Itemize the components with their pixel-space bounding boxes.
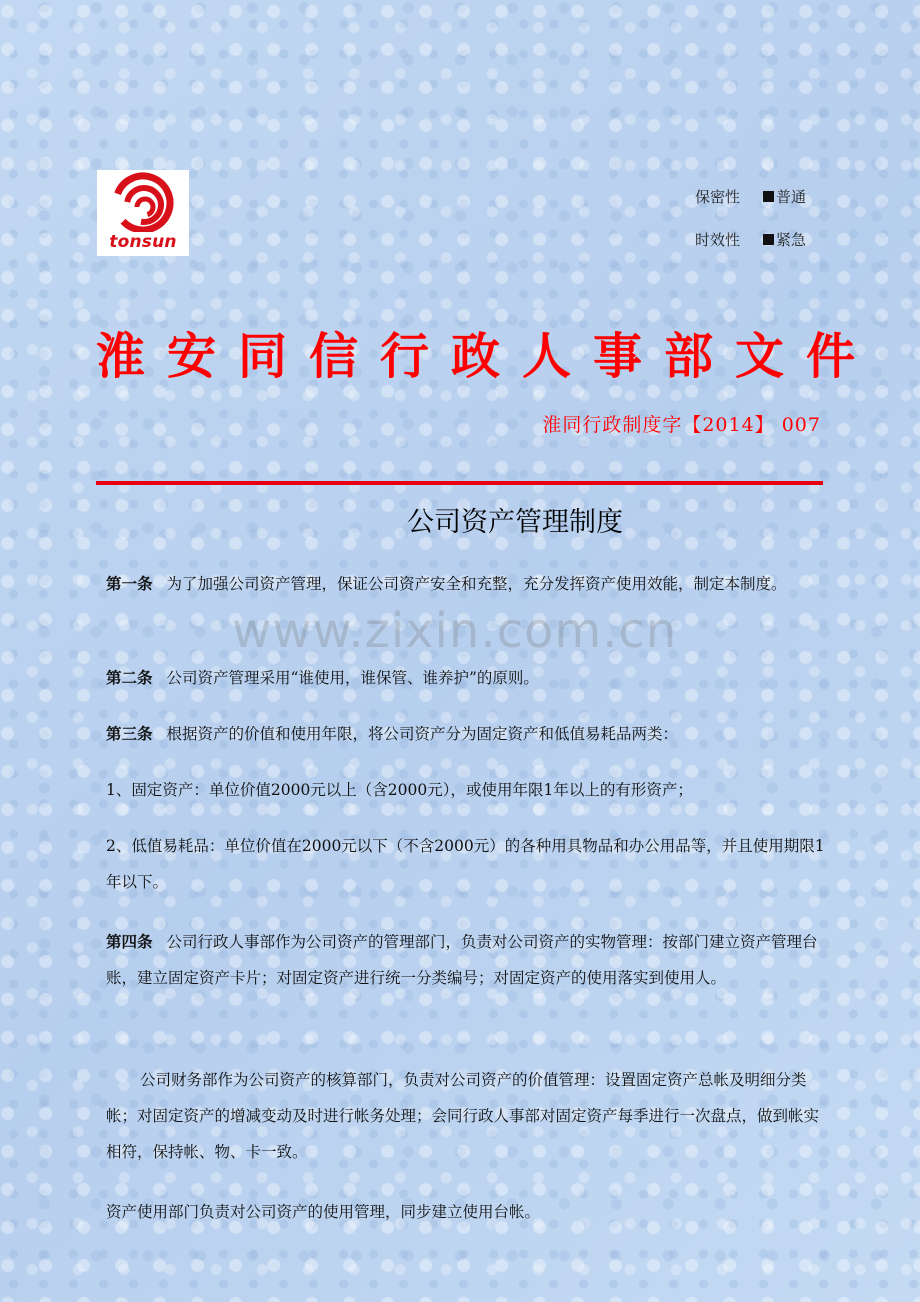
article-heading: 第一条: [106, 574, 153, 593]
finance-dept-paragraph: [106, 1062, 831, 1170]
confidentiality-value: 普通: [776, 188, 807, 206]
logo-text: tonsun: [109, 232, 177, 252]
paragraph-text: 公司财务部作为公司资产的核算部门，负责对公司资产的价值管理：设置固定资产总帐及明细分类帐；对固定资产的增减变动及时进行帐务处理；会同行政人事部对固定资产每季进行一次盘点，做到帐实相符，保持帐、物、卡一致。: [106, 1071, 820, 1161]
article-1: [106, 566, 831, 602]
timeliness-row: [695, 229, 806, 250]
red-divider: [96, 481, 823, 485]
article-2: [106, 660, 831, 696]
checked-box-icon: [763, 234, 774, 245]
checked-box-icon: [763, 191, 774, 202]
article-text: 为了加强公司资产管理，保证公司资产安全和充整，充分发挥资产使用效能，制定本制度。: [166, 575, 787, 593]
document-subtitle: 公司资产管理制度: [407, 507, 623, 538]
document-title: 淮安同信行政人事部文件: [96, 327, 878, 385]
article-text: 公司资产管理采用“谁使用，谁保管、谁养护”的原则。: [166, 669, 539, 687]
confidentiality-row: [695, 186, 806, 207]
clause-text: 1、固定资产：单位价值2000元以上（含2000元），或使用年限1年以上的有形资产；: [106, 781, 693, 799]
clause-low-value-items: [106, 828, 831, 900]
timeliness-label: 时效性: [695, 231, 741, 249]
document-number: 淮同行政制度字【2014】 007: [542, 414, 821, 436]
paragraph-text: 资产使用部门负责对公司资产的使用管理，同步建立使用台帐。: [106, 1203, 541, 1221]
usage-dept-paragraph: [106, 1194, 831, 1230]
company-logo: [97, 170, 189, 256]
confidentiality-label: 保密性: [695, 188, 741, 206]
article-4: [106, 924, 831, 996]
article-heading: 第三条: [106, 724, 153, 743]
watermark: www.zixin.com.cn: [232, 603, 678, 659]
article-3: [106, 716, 831, 752]
article-heading: 第二条: [106, 668, 153, 687]
logo-swirl-icon: [97, 170, 189, 232]
clause-text: 2、低值易耗品：单位价值在2000元以下（不含2000元）的各种用具物品和办公用品等，并且使用期限1年以下。: [106, 837, 825, 891]
clause-fixed-assets: [106, 772, 831, 808]
article-text: 根据资产的价值和使用年限，将公司资产分为固定资产和低值易耗品两类：: [166, 725, 679, 743]
timeliness-value: 紧急: [776, 231, 807, 249]
article-text: 公司行政人事部作为公司资产的管理部门，负责对公司资产的实物管理：按部门建立资产管理台账，建立固定资产卡片；对固定资产进行统一分类编号；对固定资产的使用落实到使用人。: [106, 933, 818, 987]
article-heading: 第四条: [106, 932, 153, 951]
